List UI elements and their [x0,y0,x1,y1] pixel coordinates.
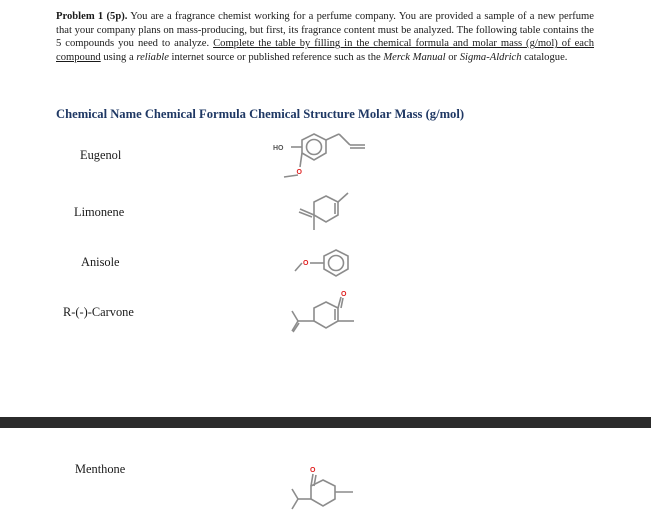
oxygen-label: O [341,291,347,298]
problem-text: using a [100,51,137,63]
reliable-word: reliable [136,51,169,63]
compound-name-eugenol: Eugenol [80,148,122,162]
hydroxyl-label: HO [273,145,284,152]
problem-text: or [445,51,460,63]
compound-name-limonene: Limonene [74,205,125,219]
carvone-structure [286,286,366,338]
problem-text: internet source or published reference such as the [168,51,384,63]
oxygen-label: O [310,467,316,474]
problem-text: catalogue. [521,51,568,63]
eugenol-structure [270,128,380,184]
oxygen-label: O [303,260,309,267]
compound-name-anisole: Anisole [81,255,120,269]
sigma-aldrich: Sigma-Aldrich [459,51,522,63]
problem-statement [56,10,594,64]
anisole-structure [290,246,360,280]
problem-heading: Problem 1 (5p). [56,11,128,22]
merck-manual: Merck Manual [383,51,446,63]
compound-name-carvone: R-(-)-Carvone [63,305,134,319]
problem-intro: You are a fragrance chemist working for a perfume company. You are provided a sample of a new perfume that your company plans on mass-producing, but first, its fragrance content must be analyzed. The following table contains the 5 compounds you need to analyze. [56,11,594,50]
compound-name-menthone: Menthone [75,462,126,476]
table-header: Chemical Name Chemical Formula Chemical Structure Molar Mass (g/mol) [56,107,465,121]
problem-task: Complete the table by filling in the chemical formula and molar mass (g/mol) of each compound [56,38,594,63]
limonene-structure [288,186,360,236]
oxygen-label: O [296,169,302,176]
menthone-structure [286,462,366,518]
page-divider [0,417,651,428]
